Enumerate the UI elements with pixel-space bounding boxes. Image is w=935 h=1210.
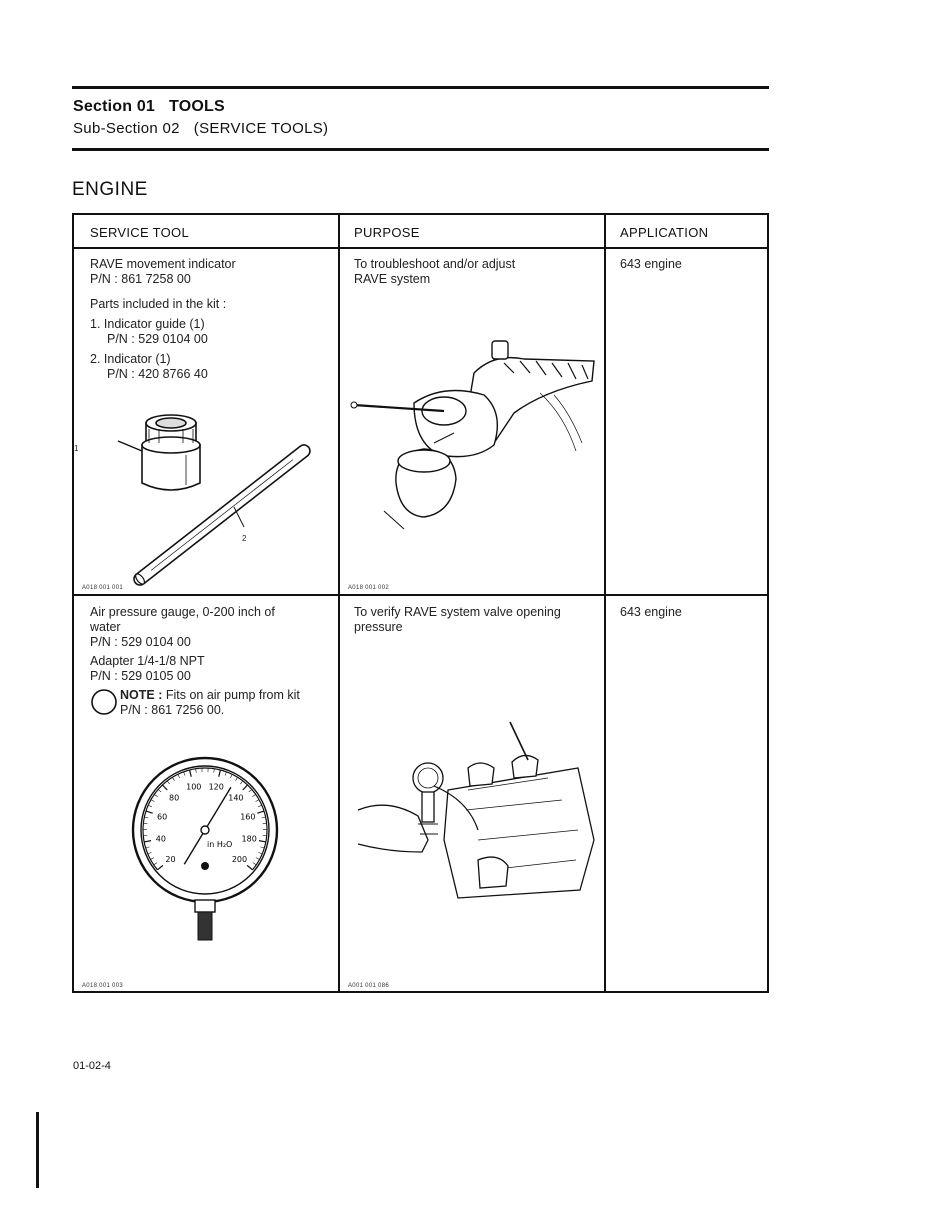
tool-part-number: P/N : 529 0104 00 — [90, 635, 191, 649]
gauge-label: 40 — [155, 834, 166, 844]
gauge-stem-thread — [198, 912, 212, 940]
row2-service-tool — [90, 605, 330, 718]
gauge-label: 180 — [241, 834, 257, 844]
adapter-part-number: P/N : 529 0105 00 — [90, 669, 191, 683]
column-header-service-tool: SERVICE TOOL — [90, 225, 189, 240]
column-divider-2 — [604, 215, 606, 991]
gauge-logo — [201, 862, 209, 870]
rave-system-illustration — [344, 333, 604, 568]
gauge-hub — [201, 826, 209, 834]
callout-2: 2 — [242, 534, 247, 543]
gauge-label: 200 — [231, 854, 248, 864]
row1-purpose — [354, 257, 594, 287]
subsection-number: Sub-Section 02 — [73, 120, 180, 137]
section-title: TOOLS — [169, 98, 225, 115]
figure-code: A018 001 002 — [348, 585, 389, 591]
note-label: NOTE : — [120, 688, 163, 702]
kit-item-part-number: P/N : 420 8766 40 — [107, 367, 208, 381]
gauge-label: 100 — [186, 782, 202, 792]
scan-edge-mark — [36, 1112, 39, 1188]
column-header-purpose: PURPOSE — [354, 225, 420, 240]
gauge-label: 140 — [228, 793, 244, 803]
valve-pressure-test-illustration — [348, 720, 600, 920]
indicator-kit-illustration — [114, 405, 334, 575]
row2-purpose — [354, 605, 594, 635]
header-rule-top — [72, 86, 769, 89]
figure-code: A001 001 086 — [348, 983, 389, 989]
page-number: 01-02-4 — [73, 1060, 111, 1072]
adapter-name: Adapter 1/4-1/8 NPT — [90, 654, 205, 668]
kit-item-name: 1. Indicator guide (1) — [90, 317, 205, 331]
tool-name-cont: water — [90, 620, 121, 634]
gauge-stem-body — [195, 900, 215, 912]
note-text-cont: P/N : 861 7256 00. — [120, 703, 225, 717]
purpose-line: To troubleshoot and/or adjust — [354, 257, 516, 271]
kit-item-name: 2. Indicator (1) — [90, 352, 171, 366]
note-icon — [90, 688, 118, 716]
row1-application: 643 engine — [620, 257, 682, 271]
gauge-label: 80 — [169, 793, 180, 803]
note-block — [90, 688, 330, 718]
gauge-unit: in H₂O — [207, 840, 233, 849]
figure-code: A018 001 001 — [82, 585, 123, 591]
callout-1: 1 — [74, 444, 79, 453]
kit-intro: Parts included in the kit : — [90, 297, 227, 311]
section-heading — [73, 98, 225, 116]
subsection-heading — [73, 120, 328, 137]
note-text: Fits on air pump from kit — [162, 688, 300, 702]
tool-name: RAVE movement indicator — [90, 257, 236, 271]
gauge-label: 160 — [240, 812, 256, 822]
row-divider — [74, 594, 767, 596]
tool-part-number: P/N : 861 7258 00 — [90, 272, 191, 286]
kit-item-part-number: P/N : 529 0104 00 — [107, 332, 208, 346]
header-row-divider — [74, 247, 767, 249]
gauge-label: 20 — [165, 854, 176, 864]
row1-service-tool — [90, 257, 330, 382]
row2-application: 643 engine — [620, 605, 682, 619]
service-tools-table — [72, 213, 769, 993]
column-divider-1 — [338, 215, 340, 991]
page-title: ENGINE — [72, 179, 148, 200]
tool-name: Air pressure gauge, 0-200 inch of — [90, 605, 275, 619]
purpose-line: RAVE system — [354, 272, 431, 286]
gauge-label: 120 — [208, 782, 224, 792]
column-header-application: APPLICATION — [620, 225, 709, 240]
figure-code: A018 001 003 — [82, 983, 123, 989]
pressure-gauge-illustration — [130, 755, 280, 945]
gauge-label: 60 — [157, 812, 168, 822]
header-rule-bottom — [72, 148, 769, 151]
section-number: Section 01 — [73, 98, 156, 115]
purpose-line: pressure — [354, 620, 403, 634]
subsection-title: (SERVICE TOOLS) — [193, 120, 329, 137]
purpose-line: To verify RAVE system valve opening — [354, 605, 561, 619]
